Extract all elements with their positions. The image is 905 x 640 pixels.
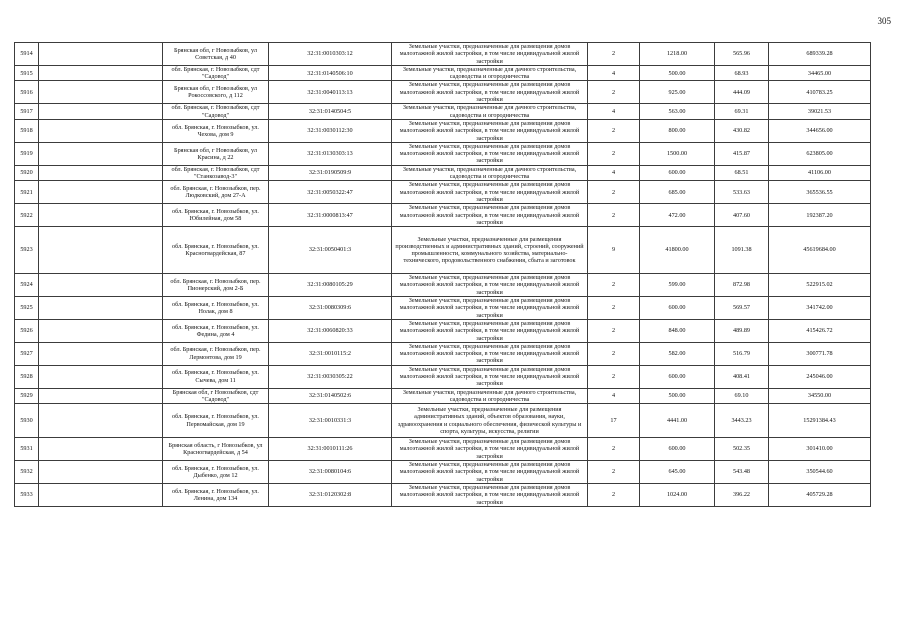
specific-value-cell: 68.51 <box>715 165 769 181</box>
table-row <box>15 119 871 142</box>
specific-value-cell: 68.93 <box>715 65 769 81</box>
row-number: 5929 <box>15 388 39 404</box>
specific-value-cell: 533.63 <box>715 181 769 204</box>
cadastral-number-cell: 32:31:0000813:47 <box>269 204 392 227</box>
empty-cell <box>39 81 163 104</box>
land-use-cell: Земельные участки, предназначенные для размещения домов малоэтажной жилой застройки, в том числе индивидуальной жилой застройки <box>392 43 588 66</box>
table-row <box>15 438 871 461</box>
cadastral-number-cell: 32:31:0190509:9 <box>269 165 392 181</box>
group-cell: 2 <box>588 297 640 320</box>
group-cell: 17 <box>588 404 640 438</box>
group-cell: 2 <box>588 274 640 297</box>
empty-cell <box>39 461 163 484</box>
cadastral-value-cell: 415426.72 <box>769 319 871 342</box>
area-cell: 500.00 <box>640 65 715 81</box>
cadastral-value-cell: 365536.55 <box>769 181 871 204</box>
address-cell: обл. Брянская, г. Новозыбков, пер. Людковский, дом 27-А <box>163 181 269 204</box>
land-use-cell: Земельные участки, предназначенные для размещения домов малоэтажной жилой застройки, в том числе индивидуальной жилой застройки <box>392 342 588 365</box>
row-number: 5932 <box>15 461 39 484</box>
land-use-cell: Земельные участки, предназначенные для дачного строительства, садоводства и огородничества <box>392 165 588 181</box>
row-number: 5930 <box>15 404 39 438</box>
row-number: 5928 <box>15 365 39 388</box>
address-cell: обл. Брянская, г. Новозыбков, ул. Красногвардейская, 87 <box>163 227 269 274</box>
address-cell: обл. Брянская, г. Новозыбков, ул. Юбилейная, дом 58 <box>163 204 269 227</box>
area-cell: 645.00 <box>640 461 715 484</box>
group-cell: 4 <box>588 165 640 181</box>
address-cell: Брянская обл, г Новозыбков, ул Советская, д 40 <box>163 43 269 66</box>
empty-cell <box>39 404 163 438</box>
cadastral-value-cell: 410783.25 <box>769 81 871 104</box>
cadastral-number-cell: 32:31:0130303:13 <box>269 142 392 165</box>
address-cell: обл. Брянская, г. Новозыбков, сдт "Садовод" <box>163 65 269 81</box>
cadastral-value-cell: 41106.00 <box>769 165 871 181</box>
specific-value-cell: 516.79 <box>715 342 769 365</box>
cadastral-value-cell: 245046.00 <box>769 365 871 388</box>
specific-value-cell: 69.31 <box>715 104 769 120</box>
empty-cell <box>39 365 163 388</box>
land-use-cell: Земельные участки, предназначенные для дачного строительства, садоводства и огородничества <box>392 65 588 81</box>
empty-cell <box>39 274 163 297</box>
empty-cell <box>39 388 163 404</box>
table-row <box>15 319 871 342</box>
group-cell: 2 <box>588 342 640 365</box>
cadastral-number-cell: 32:31:0030112:30 <box>269 119 392 142</box>
cadastral-number-cell: 32:31:0010331:3 <box>269 404 392 438</box>
specific-value-cell: 543.48 <box>715 461 769 484</box>
group-cell: 2 <box>588 142 640 165</box>
cadastral-value-cell: 301410.00 <box>769 438 871 461</box>
land-use-cell: Земельные участки, предназначенные для дачного строительства, садоводства и огородничества <box>392 104 588 120</box>
area-cell: 563.00 <box>640 104 715 120</box>
row-number: 5924 <box>15 274 39 297</box>
land-use-cell: Земельные участки, предназначенные для размещения домов малоэтажной жилой застройки, в том числе индивидуальной жилой застройки <box>392 319 588 342</box>
group-cell: 2 <box>588 119 640 142</box>
row-number: 5933 <box>15 483 39 506</box>
specific-value-cell: 502.35 <box>715 438 769 461</box>
specific-value-cell: 565.96 <box>715 43 769 66</box>
address-cell: обл. Брянская, г. Новозыбков, ул. Федина, дом 4 <box>163 319 269 342</box>
land-use-cell: Земельные участки, предназначенные для размещения домов малоэтажной жилой застройки, в том числе индивидуальной жилой застройки <box>392 438 588 461</box>
cadastral-number-cell: 32:31:0080104:6 <box>269 461 392 484</box>
cadastral-value-cell: 34550.00 <box>769 388 871 404</box>
empty-cell <box>39 204 163 227</box>
row-number: 5926 <box>15 319 39 342</box>
cadastral-value-cell: 689339.28 <box>769 43 871 66</box>
table-row <box>15 227 871 274</box>
cadastral-number-cell: 32:31:0140506:10 <box>269 65 392 81</box>
area-cell: 925.00 <box>640 81 715 104</box>
specific-value-cell: 569.57 <box>715 297 769 320</box>
area-cell: 41800.00 <box>640 227 715 274</box>
group-cell: 4 <box>588 388 640 404</box>
address-cell: обл. Брянская, г. Новозыбков, сдт "Станкозавод-3" <box>163 165 269 181</box>
empty-cell <box>39 227 163 274</box>
cadastral-value-cell: 15291384.43 <box>769 404 871 438</box>
empty-cell <box>39 319 163 342</box>
area-cell: 848.00 <box>640 319 715 342</box>
table-row <box>15 388 871 404</box>
area-cell: 4441.00 <box>640 404 715 438</box>
empty-cell <box>39 142 163 165</box>
empty-cell <box>39 65 163 81</box>
address-cell: обл. Брянская, г. Новозыбков, ул. Дыбенко, дом 12 <box>163 461 269 484</box>
land-use-cell: Земельные участки, предназначенные для размещения домов малоэтажной жилой застройки, в том числе индивидуальной жилой застройки <box>392 181 588 204</box>
cadastral-value-cell: 341742.00 <box>769 297 871 320</box>
table-row <box>15 365 871 388</box>
table-row <box>15 81 871 104</box>
cadastral-value-cell: 522915.02 <box>769 274 871 297</box>
address-cell: обл. Брянская, г. Новозыбков, ул. Сычева, дом 11 <box>163 365 269 388</box>
land-use-cell: Земельные участки, предназначенные для дачного строительства, садоводства и огородничества <box>392 388 588 404</box>
empty-cell <box>39 104 163 120</box>
land-use-cell: Земельные участки, предназначенные для размещения домов малоэтажной жилой застройки, в том числе индивидуальной жилой застройки <box>392 142 588 165</box>
empty-cell <box>39 165 163 181</box>
cadastral-number-cell: 32:31:0120302:8 <box>269 483 392 506</box>
cadastral-number-cell: 32:31:0140504:5 <box>269 104 392 120</box>
land-use-cell: Земельные участки, предназначенные для размещения домов малоэтажной жилой застройки, в том числе индивидуальной жилой застройки <box>392 204 588 227</box>
area-cell: 685.00 <box>640 181 715 204</box>
row-number: 5916 <box>15 81 39 104</box>
land-use-cell: Земельные участки, предназначенные для размещения административных зданий, объектов образования, науки, здравоохранения и социального обеспечения, физической культуры и спорта, культуры, искусства, религии <box>392 404 588 438</box>
row-number: 5918 <box>15 119 39 142</box>
row-number: 5927 <box>15 342 39 365</box>
specific-value-cell: 415.87 <box>715 142 769 165</box>
specific-value-cell: 408.41 <box>715 365 769 388</box>
cadastral-value-cell: 623805.00 <box>769 142 871 165</box>
row-number: 5931 <box>15 438 39 461</box>
row-number: 5919 <box>15 142 39 165</box>
cadastral-value-cell: 45619684.00 <box>769 227 871 274</box>
cadastral-number-cell: 32:31:0060820:33 <box>269 319 392 342</box>
specific-value-cell: 444.09 <box>715 81 769 104</box>
empty-cell <box>39 342 163 365</box>
specific-value-cell: 872.98 <box>715 274 769 297</box>
table-row <box>15 181 871 204</box>
land-use-cell: Земельные участки, предназначенные для размещения домов малоэтажной жилой застройки, в том числе индивидуальной жилой застройки <box>392 297 588 320</box>
row-number: 5925 <box>15 297 39 320</box>
area-cell: 1500.00 <box>640 142 715 165</box>
table-row <box>15 65 871 81</box>
empty-cell <box>39 483 163 506</box>
specific-value-cell: 489.89 <box>715 319 769 342</box>
cadastral-number-cell: 32:31:0010303:12 <box>269 43 392 66</box>
area-cell: 472.00 <box>640 204 715 227</box>
address-cell: Брянская обл, г Новозыбков, ул Красина, д 22 <box>163 142 269 165</box>
table-row <box>15 165 871 181</box>
row-number: 5914 <box>15 43 39 66</box>
cadastral-number-cell: 32:31:0010111:26 <box>269 438 392 461</box>
group-cell: 2 <box>588 81 640 104</box>
table-row <box>15 104 871 120</box>
page-number: 305 <box>877 16 891 26</box>
address-cell: Брянская обл, г Новозыбков, ул Рокоссовского, д 112 <box>163 81 269 104</box>
specific-value-cell: 407.60 <box>715 204 769 227</box>
group-cell: 4 <box>588 65 640 81</box>
group-cell: 2 <box>588 181 640 204</box>
area-cell: 500.00 <box>640 388 715 404</box>
group-cell: 2 <box>588 319 640 342</box>
land-use-cell: Земельные участки, предназначенные для размещения домов малоэтажной жилой застройки, в том числе индивидуальной жилой застройки <box>392 483 588 506</box>
table-row <box>15 274 871 297</box>
empty-cell <box>39 297 163 320</box>
cadastral-number-cell: 32:31:0050322:47 <box>269 181 392 204</box>
row-number: 5915 <box>15 65 39 81</box>
cadastral-value-cell: 405729.28 <box>769 483 871 506</box>
address-cell: обл. Брянская, г. Новозыбков, ул. Первомайская, дом 19 <box>163 404 269 438</box>
row-number: 5923 <box>15 227 39 274</box>
address-cell: обл. Брянская, г. Новозыбков, ул. Ленина, дом 134 <box>163 483 269 506</box>
cadastral-value-cell: 300771.78 <box>769 342 871 365</box>
cadastral-value-cell: 344656.00 <box>769 119 871 142</box>
empty-cell <box>39 438 163 461</box>
empty-cell <box>39 43 163 66</box>
row-number: 5920 <box>15 165 39 181</box>
cadastral-number-cell: 32:31:0080105:29 <box>269 274 392 297</box>
group-cell: 2 <box>588 43 640 66</box>
land-use-cell: Земельные участки, предназначенные для размещения домов малоэтажной жилой застройки, в том числе индивидуальной жилой застройки <box>392 81 588 104</box>
cadastral-value-cell: 350544.60 <box>769 461 871 484</box>
table-row <box>15 297 871 320</box>
address-cell: обл. Брянская, г. Новозыбков, ул. Чехова, дом 9 <box>163 119 269 142</box>
cadastral-value-cell: 34465.00 <box>769 65 871 81</box>
row-number: 5921 <box>15 181 39 204</box>
land-use-cell: Земельные участки, предназначенные для размещения домов малоэтажной жилой застройки, в том числе индивидуальной жилой застройки <box>392 365 588 388</box>
table-row <box>15 404 871 438</box>
area-cell: 600.00 <box>640 165 715 181</box>
specific-value-cell: 396.22 <box>715 483 769 506</box>
specific-value-cell: 1091.38 <box>715 227 769 274</box>
group-cell: 2 <box>588 483 640 506</box>
area-cell: 1218.00 <box>640 43 715 66</box>
group-cell: 9 <box>588 227 640 274</box>
address-cell: обл. Брянская, г. Новозыбков, сдт "Садовод" <box>163 104 269 120</box>
cadastral-value-cell: 192387.20 <box>769 204 871 227</box>
row-number: 5917 <box>15 104 39 120</box>
area-cell: 582.00 <box>640 342 715 365</box>
cadastral-number-cell: 32:31:0050401:3 <box>269 227 392 274</box>
table-body <box>15 43 871 507</box>
specific-value-cell: 69.10 <box>715 388 769 404</box>
address-cell: обл. Брянская, г. Новозыбков, пер. Пионерский, дом 2-Б <box>163 274 269 297</box>
table-row <box>15 342 871 365</box>
specific-value-cell: 3443.23 <box>715 404 769 438</box>
cadastral-number-cell: 32:31:0030305:22 <box>269 365 392 388</box>
land-use-cell: Земельные участки, предназначенные для размещения производственных и административных зданий, строений, сооружений промышленности, коммунального хозяйства, материально-технического, продовольственного снабжения, сбыта и заготовок <box>392 227 588 274</box>
address-cell: Брянская область, г Новозыбков, ул Красногвардейская, д 54 <box>163 438 269 461</box>
row-number: 5922 <box>15 204 39 227</box>
specific-value-cell: 430.82 <box>715 119 769 142</box>
group-cell: 2 <box>588 461 640 484</box>
area-cell: 600.00 <box>640 297 715 320</box>
group-cell: 2 <box>588 438 640 461</box>
table-row <box>15 204 871 227</box>
address-cell: обл. Брянская, г. Новозыбков, ул. Нолак, дом 8 <box>163 297 269 320</box>
cadastral-number-cell: 32:31:0010115:2 <box>269 342 392 365</box>
group-cell: 2 <box>588 204 640 227</box>
land-use-cell: Земельные участки, предназначенные для размещения домов малоэтажной жилой застройки, в том числе индивидуальной жилой застройки <box>392 119 588 142</box>
land-plots-table <box>14 42 871 507</box>
cadastral-value-cell: 39021.53 <box>769 104 871 120</box>
area-cell: 800.00 <box>640 119 715 142</box>
table-row <box>15 43 871 66</box>
address-cell: обл. Брянская, г. Новозыбков, пер. Лермонтова, дом 19 <box>163 342 269 365</box>
cadastral-number-cell: 32:31:0040113:13 <box>269 81 392 104</box>
address-cell: Брянская обл, г Новозыбков, сдт "Садовод" <box>163 388 269 404</box>
area-cell: 600.00 <box>640 365 715 388</box>
table-row <box>15 483 871 506</box>
table-row <box>15 142 871 165</box>
group-cell: 4 <box>588 104 640 120</box>
group-cell: 2 <box>588 365 640 388</box>
empty-cell <box>39 119 163 142</box>
cadastral-number-cell: 32:31:0080309:6 <box>269 297 392 320</box>
table-row <box>15 461 871 484</box>
area-cell: 599.00 <box>640 274 715 297</box>
land-use-cell: Земельные участки, предназначенные для размещения домов малоэтажной жилой застройки, в том числе индивидуальной жилой застройки <box>392 461 588 484</box>
land-use-cell: Земельные участки, предназначенные для размещения домов малоэтажной жилой застройки, в том числе индивидуальной жилой застройки <box>392 274 588 297</box>
empty-cell <box>39 181 163 204</box>
area-cell: 600.00 <box>640 438 715 461</box>
area-cell: 1024.00 <box>640 483 715 506</box>
cadastral-number-cell: 32:31:0140502:6 <box>269 388 392 404</box>
